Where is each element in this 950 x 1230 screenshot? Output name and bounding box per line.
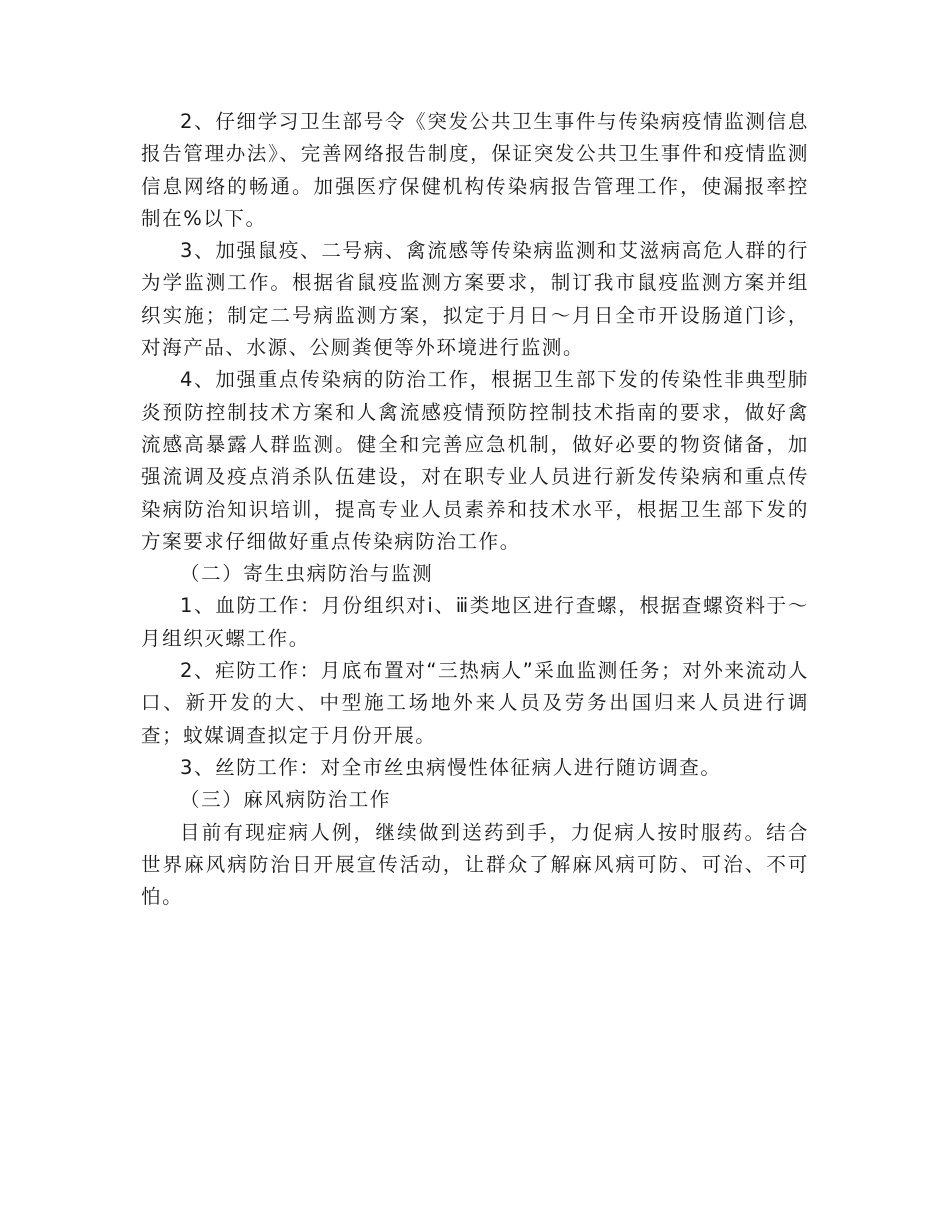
paragraph-leprosy: 目前有现症病人例，继续做到送药到手，力促病人按时服药。结合世界麻风病防治日开展宣传活动，让群众了解麻风病可防、可治、不可怕。	[141, 820, 809, 909]
section-heading-parasitic-disease: （二）寄生虫病防治与监测	[180, 562, 434, 586]
paragraph-schistosomiasis: 1、血防工作：月份组织对ⅰ、ⅲ类地区进行查螺，根据查螺资料于～月组织灭螺工作。	[141, 594, 809, 650]
section-heading-leprosy: （三）麻风病防治工作	[180, 788, 392, 812]
paragraph-malaria: 2、疟防工作：月底布置对“三热病人”采血监测任务；对外来流动人口、新开发的大、中型施工场地外来人员及劳务出国归来人员进行调查；蚊媒调查拟定于月份开展。	[141, 659, 809, 747]
paragraph-item-3: 3、加强鼠疫、二号病、禽流感等传染病监测和艾滋病高危人群的行为学监测工作。根据省鼠疫监测方案要求，制订我市鼠疫监测方案并组织实施；制定二号病监测方案，拟定于月日～月日全市开设肠道门诊，对海产品、水源、公厕粪便等外环境进行监测。	[141, 239, 809, 360]
document-body	[141, 106, 809, 913]
paragraph-item-2: 2、仔细学习卫生部号令《突发公共卫生事件与传染病疫情监测信息报告管理办法》、完善网络报告制度，保证突发公共卫生事件和疫情监测信息网络的畅通。加强医疗保健机构传染病报告管理工作，使漏报率控制在%以下。	[141, 110, 809, 230]
paragraph-item-4: 4、加强重点传染病的防治工作，根据卫生部下发的传染性非典型肺炎预防控制技术方案和人禽流感疫情预防控制技术指南的要求，做好禽流感高暴露人群监测。健全和完善应急机制，做好必要的物资储备，加强流调及疫点消杀队伍建设，对在职专业人员进行新发传染病和重点传染病防治知识培训，提高专业人员素养和技术水平，根据卫生部下发的方案要求仔细做好重点传染病防治工作。	[141, 368, 809, 553]
paragraph-filariasis: 3、丝防工作：对全市丝虫病慢性体征病人进行随访调查。	[180, 755, 722, 779]
